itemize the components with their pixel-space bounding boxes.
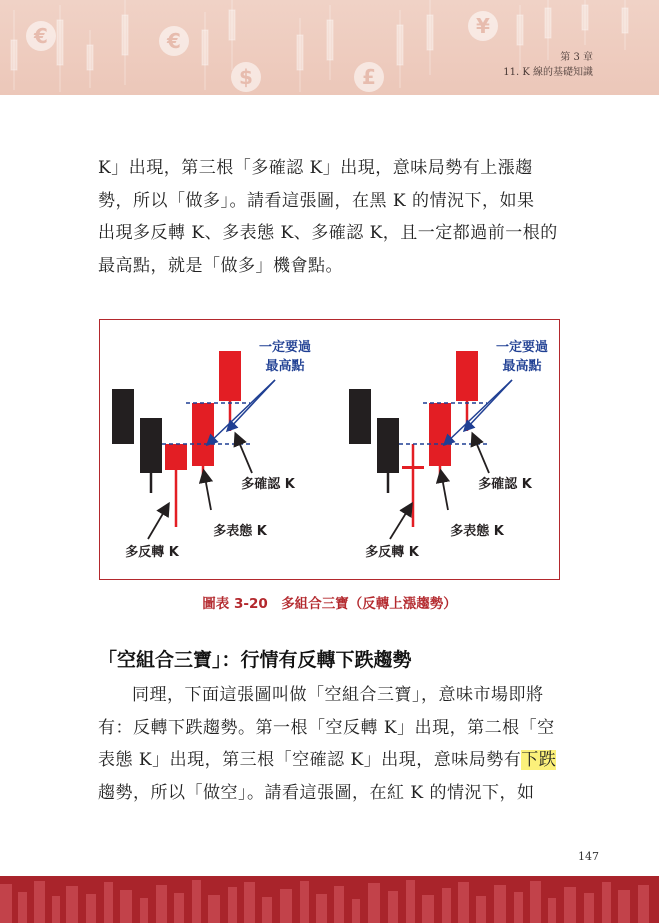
chapter-number: 第 3 章 [560,52,593,63]
label-reverse: 多反轉 K [365,545,419,560]
callout-text: 最高點 [502,359,542,374]
black-candle [140,418,162,473]
label-show: 多表態 K [450,524,504,539]
left-pattern [112,339,311,560]
reverse-candle [402,466,424,469]
section-heading: 「空組合三寶」：行情有反轉下跌趨勢 [98,649,412,671]
callout-text: 最高點 [265,359,305,374]
text-line: 表態 K」出現，第三根「空確認 K」出現，意味局勢有下跌 [98,750,557,770]
label-reverse: 多反轉 K [125,545,179,560]
label-confirm: 多確認 K [478,477,532,492]
text-line: 最高點，就是「做多」機會點。 [98,255,343,276]
reverse-candle [165,444,187,470]
text-line: 出現多反轉 K、多表態 K、多確認 K，且一定都過前一根的 [98,223,558,243]
highlighted-text: 下跌 [521,750,557,770]
confirm-candle [219,351,241,401]
page-footer [0,876,659,923]
page-header [0,0,659,95]
black-candle [112,389,134,444]
right-pattern [349,339,548,560]
callout-text: 一定要過 [495,340,549,355]
euro-icon: € [167,29,181,53]
text-line: 有：反轉下跌趨勢。第一根「空反轉 K」出現，第二根「空 [98,717,555,738]
text-line: 勢，所以「做多」。請看這張圖，在黑 K 的情況下，如果 [98,190,535,211]
label-confirm: 多確認 K [241,477,295,492]
paragraph-intro [98,152,562,282]
show-candle [192,403,214,466]
text-line: 趨勢，所以「做空」。請看這張圖，在紅 K 的情況下，如 [98,782,535,803]
figure-caption: 圖表 3-20 多組合三寶（反轉上漲趨勢） [202,596,457,612]
black-candle [377,418,399,473]
footer-decoration [0,876,659,923]
yen-icon: ¥ [476,14,490,38]
confirm-candle [456,351,478,401]
candlestick-diagram [100,320,559,579]
chapter-info [503,50,593,80]
euro-icon: € [34,24,48,48]
text-line: 同理，下面這張圖叫做「空組合三寶」，意味市場即將 [132,685,544,705]
label-show: 多表態 K [213,524,267,539]
show-candle [429,403,451,466]
pound-icon: £ [362,65,376,89]
header-decoration [0,0,659,95]
page-number: 147 [578,850,599,863]
figure-frame [99,319,560,580]
dollar-icon: $ [239,65,253,89]
black-candle [349,389,371,444]
text-line: K」出現，第三根「多確認 K」出現，意味局勢有上漲趨 [98,158,533,178]
callout-text: 一定要過 [258,340,312,355]
paragraph-short [98,679,562,809]
section-title: 11. K 線的基礎知識 [503,67,593,78]
